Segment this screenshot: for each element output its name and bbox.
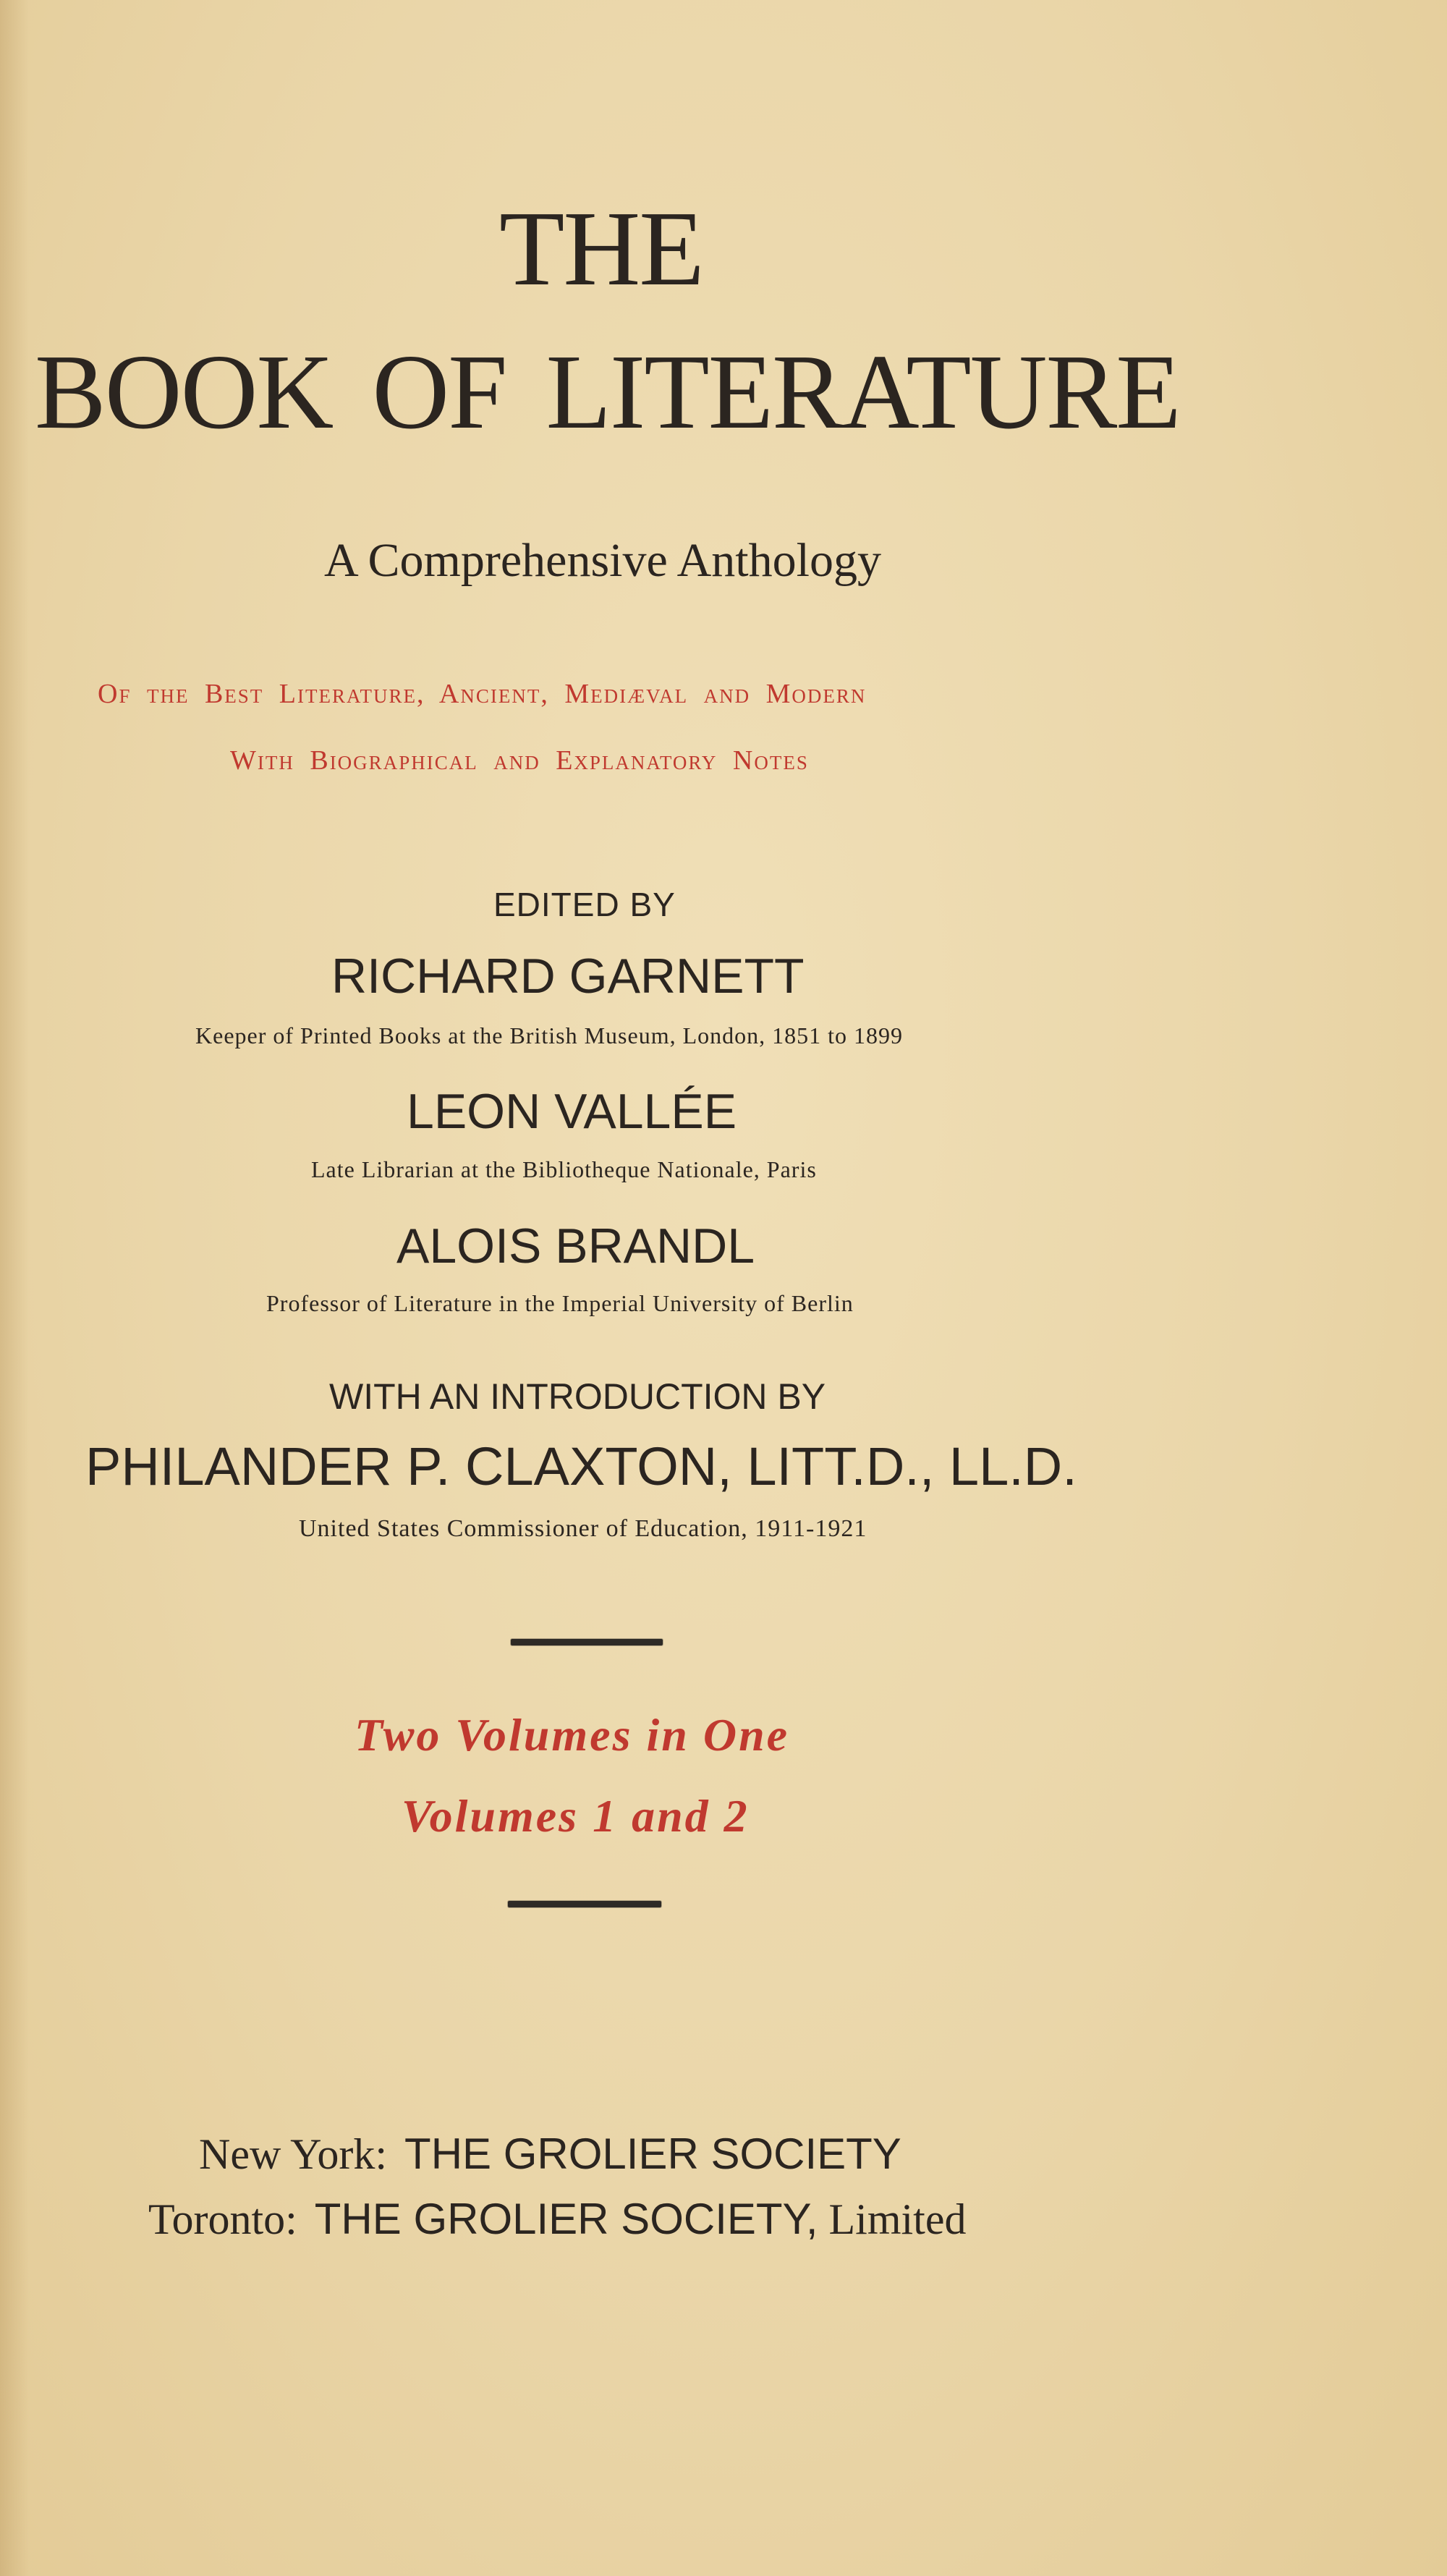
subtitle: A Comprehensive Anthology: [324, 534, 881, 587]
introduction-label: WITH AN INTRODUCTION BY: [329, 1376, 826, 1417]
editor-name-garnett: RICHARD GARNETT: [331, 949, 805, 1004]
description-line-1: Of the Best Literature, Ancient, Mediæval and Modern: [98, 679, 867, 709]
publisher-name: THE GROLIER SOCIETY,: [314, 2195, 818, 2243]
title-line-2: BOOK OF LITERATURE: [35, 333, 1180, 452]
publisher-toronto: [148, 2195, 1089, 2243]
editor-name-brandl: ALOIS BRANDL: [396, 1219, 755, 1274]
publisher-city: New York:: [199, 2130, 388, 2178]
publisher-city: Toronto:: [148, 2195, 297, 2243]
publisher-new-york: [199, 2132, 1067, 2176]
publisher-name: THE GROLIER SOCIETY: [404, 2130, 901, 2178]
page-edge-shadow: [0, 0, 29, 2576]
introduction-author-role: United States Commissioner of Education, 1911-1921: [299, 1515, 867, 1542]
editor-role-brandl: Professor of Literature in the Imperial University of Berlin: [266, 1290, 854, 1316]
ornamental-rule-top: [511, 1639, 663, 1645]
editor-role-garnett: Keeper of Printed Books at the British Museum, London, 1851 to 1899: [195, 1022, 904, 1048]
edited-by-label: EDITED BY: [493, 886, 676, 923]
introduction-author-name: PHILANDER P. CLAXTON, LITT.D., LL.D.: [85, 1436, 1077, 1496]
volumes-line-2: Volumes 1 and 2: [402, 1790, 750, 1842]
title-line-1: THE: [499, 190, 703, 308]
editor-role-vallee: Late Librarian at the Bibliotheque Nationale, Paris: [311, 1156, 817, 1182]
description-line-2: With Biographical and Explanatory Notes: [230, 745, 809, 776]
volumes-line-1: Two Volumes in One: [355, 1709, 790, 1761]
publisher-suffix: Limited: [828, 2195, 967, 2243]
editor-name-vallee: LEON VALLÉE: [407, 1084, 737, 1139]
ornamental-rule-bottom: [508, 1901, 661, 1907]
